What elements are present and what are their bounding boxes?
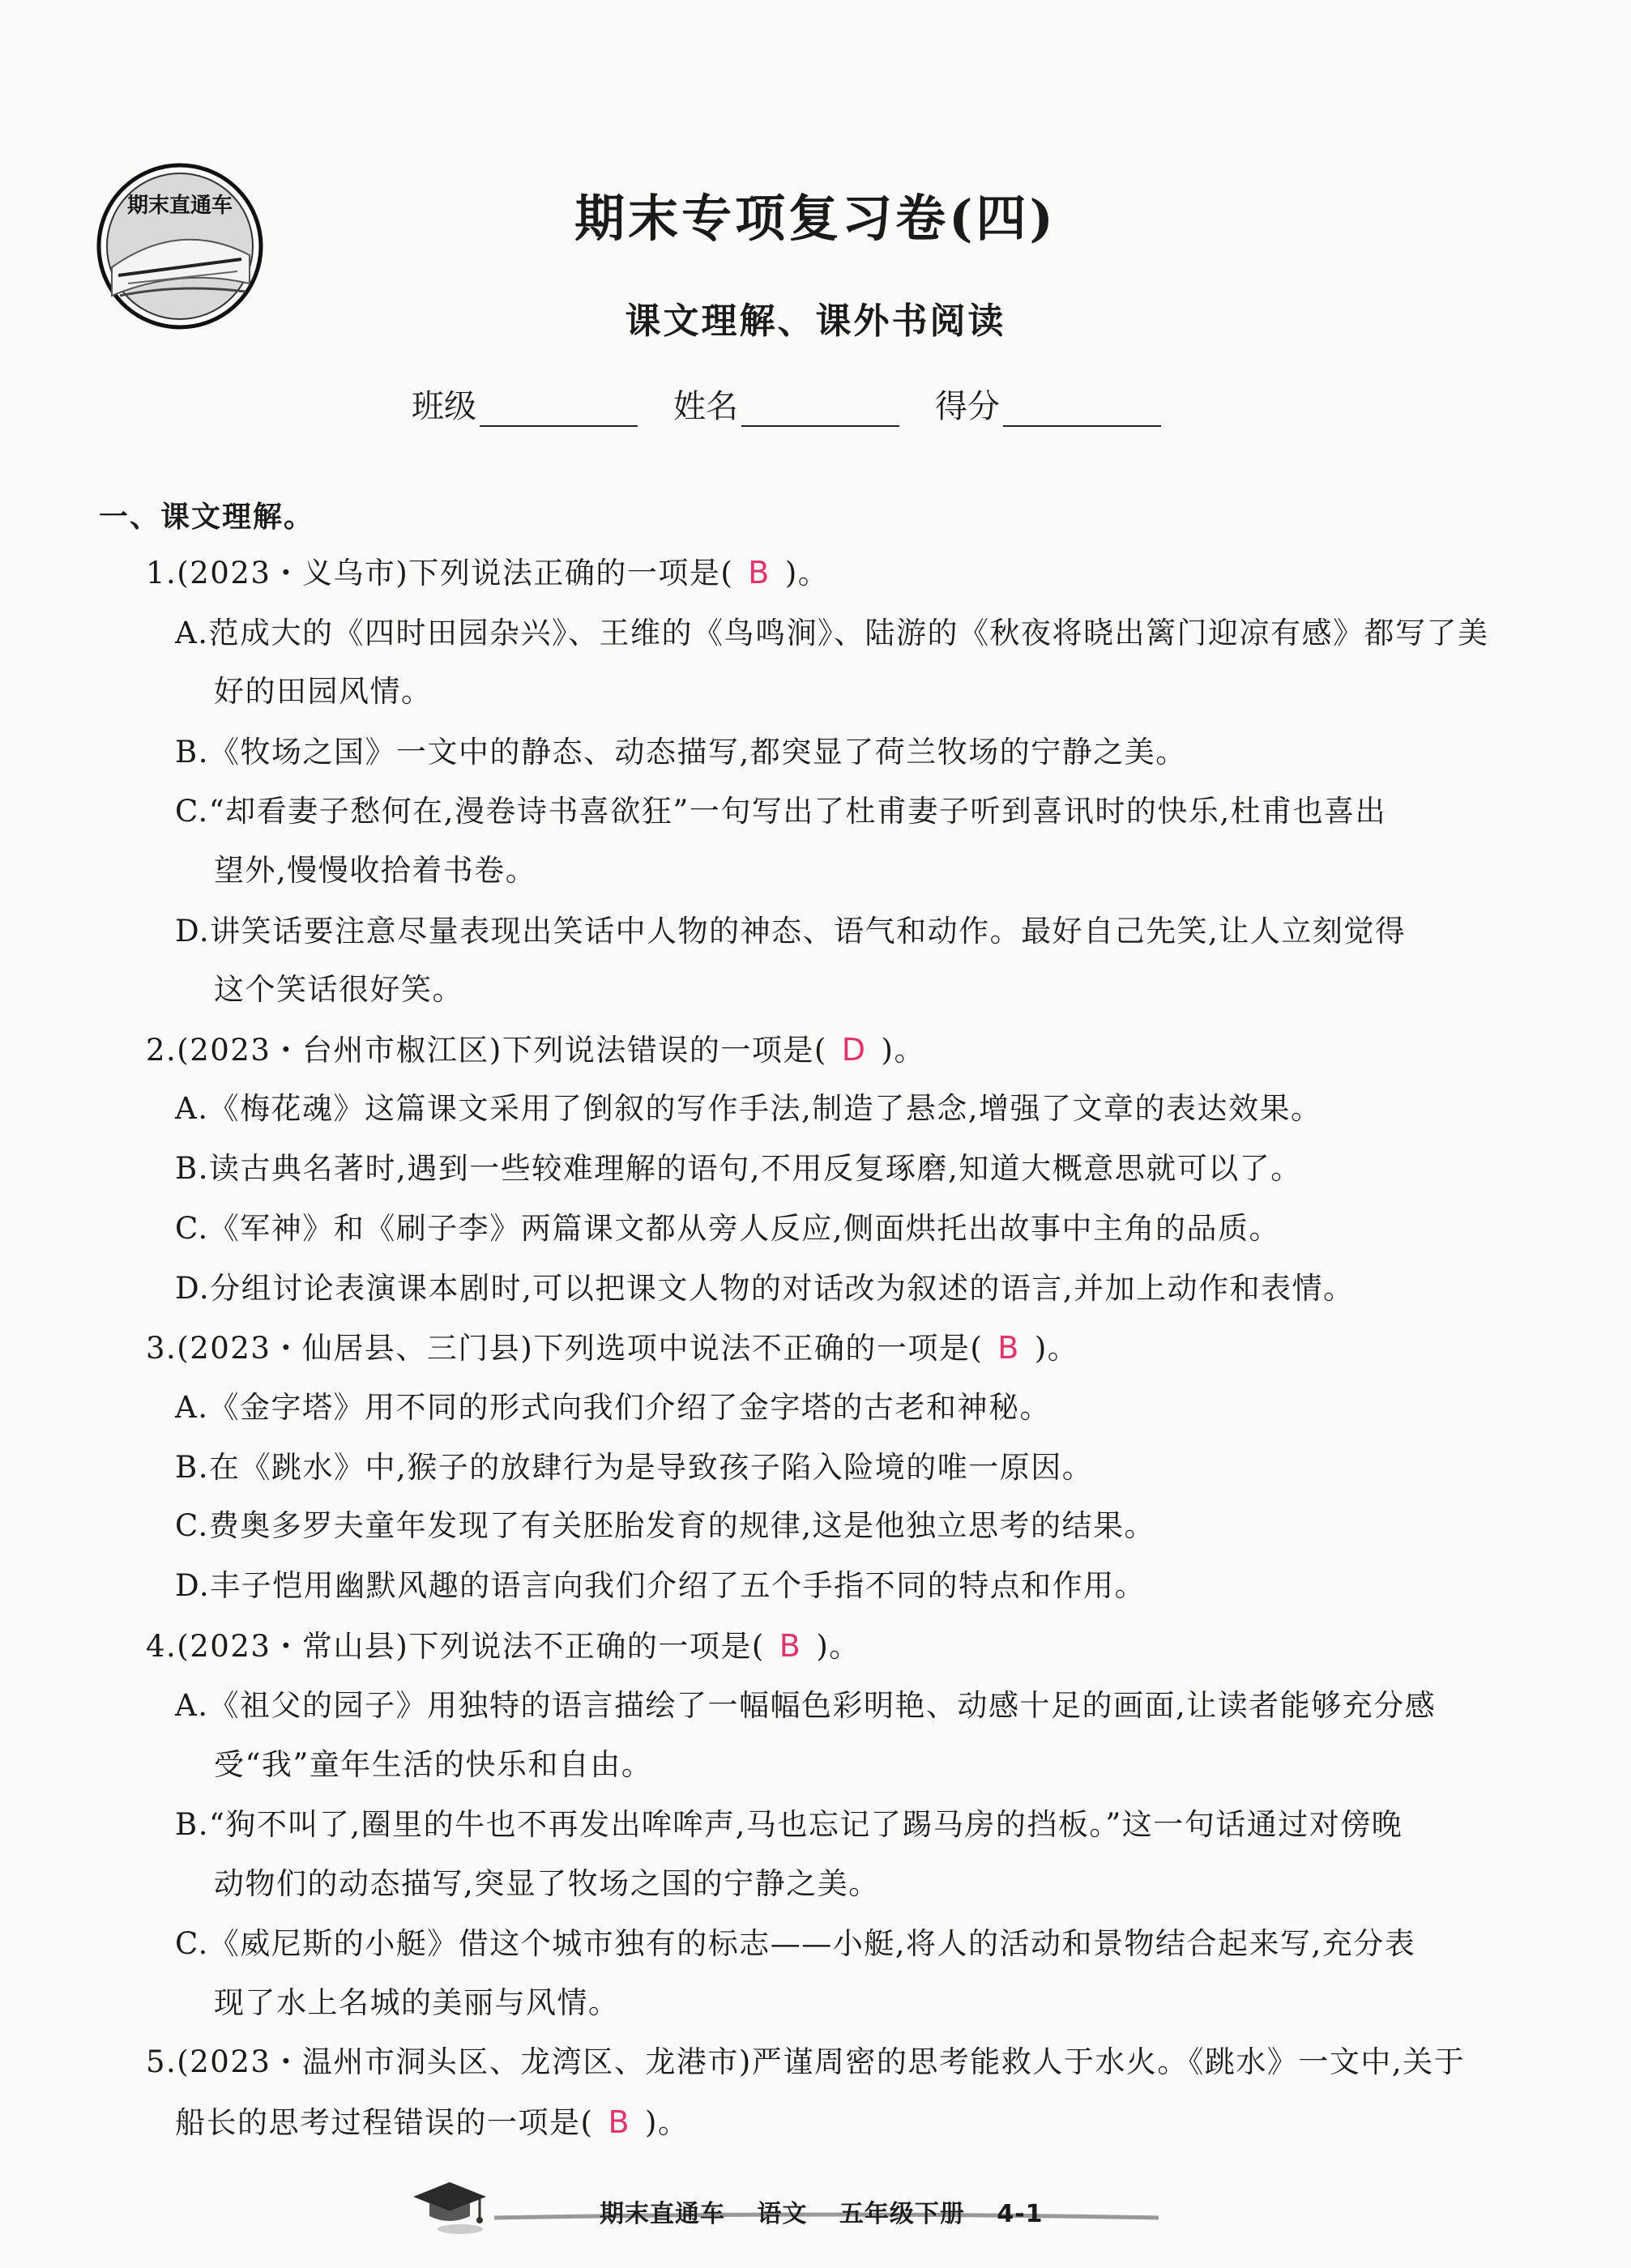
option-continuation: 动物们的动态描写,突显了牧场之国的宁静之美。 (214, 1866, 880, 1901)
page-subtitle: 课文理解、课外书阅读 (625, 301, 1006, 342)
page-footer (0, 2187, 1631, 2236)
option-line: A.《金字塔》用不同的形式向我们介绍了金字塔的古老和神秘。 (175, 1390, 1051, 1425)
score-label: 得分 (935, 388, 1000, 425)
footer-subject: 语文 (757, 2200, 808, 2228)
question-stem: 4.(2023・常山县)下列说法不正确的一项是( B )。 (146, 1628, 860, 1664)
logo-text: 期末直通车 (126, 194, 233, 218)
footer-book: 期末直通车 (600, 2200, 725, 2228)
section-heading: 一、课文理解。 (99, 500, 315, 534)
option-line: A.《祖父的园子》用独特的语言描绘了一幅幅色彩明艳、动感十足的画面,让读者能够充分感 (175, 1688, 1437, 1723)
option-continuation: 好的田园风情。 (214, 674, 433, 709)
name-blank[interactable] (741, 393, 899, 427)
option-line: D.分组讨论表演课本剧时,可以把课文人物的对话改为叙述的语言,并加上动作和表情。 (175, 1271, 1355, 1306)
option-line: A.《梅花魂》这篇课文采用了倒叙的写作手法,制造了悬念,增强了文章的表达效果。 (175, 1091, 1322, 1126)
option-line: D.丰子恺用幽默风趣的语言向我们介绍了五个手指不同的特点和作用。 (175, 1568, 1146, 1603)
footer-page: 4-1 (997, 2200, 1044, 2228)
answer-mark: D (841, 1032, 867, 1068)
question-stem: 3.(2023・仙居县、三门县)下列选项中说法不正确的一项是( B )。 (146, 1330, 1079, 1366)
page-title: 期末专项复习卷(四) (574, 189, 1057, 248)
question-stem: 2.(2023・台州市椒江区)下列说法错误的一项是( D )。 (146, 1032, 925, 1068)
graduation-cap-icon (405, 2177, 494, 2236)
answer-mark: B (997, 1330, 1020, 1366)
option-line: C.费奥多罗夫童年发现了有关胚胎发育的规律,这是他独立思考的结果。 (175, 1508, 1156, 1543)
option-line: B.读古典名著时,遇到一些较难理解的语句,不用反复琢磨,知道大概意思就可以了。 (175, 1151, 1302, 1186)
question-stem: 5.(2023・温州市洞头区、龙湾区、龙港市)严谨周密的思考能救人于水火。《跳水》一文中,关于 (146, 2044, 1466, 2079)
option-line: A.范成大的《四时田园杂兴》、王维的《鸟鸣涧》、陆游的《秋夜将晓出篱门迎凉有感》都写了美 (175, 616, 1489, 650)
option-line: B.“狗不叫了,圈里的牛也不再发出哞哞声,马也忘记了踢马房的挡板。”这一句话通过对傍晚 (175, 1807, 1403, 1842)
student-info-fields (412, 381, 1197, 427)
option-continuation: 现了水上名城的美丽与风情。 (214, 1985, 620, 2020)
answer-mark: B (608, 2104, 631, 2140)
option-continuation: 这个笑话很好笑。 (214, 972, 463, 1007)
option-line: B.在《跳水》中,猴子的放肆行为是导致孩子陷入险境的唯一原因。 (175, 1450, 1094, 1485)
question-stem: 1.(2023・义乌市)下列说法正确的一项是( B )。 (146, 555, 830, 590)
question-stem-continuation: 船长的思考过程错误的一项是( B )。 (175, 2104, 690, 2140)
option-line: C.《威尼斯的小艇》借这个城市独有的标志——小艇,将人的活动和景物结合起来写,充分表 (175, 1926, 1416, 1961)
answer-mark: B (748, 555, 771, 590)
option-line: C.“却看妻子愁何在,漫卷诗书喜欲狂”一句写出了杜甫妻子听到喜讯时的快乐,杜甫也喜出 (175, 794, 1387, 829)
class-field[interactable] (412, 381, 638, 427)
option-line: D.讲笑话要注意尽量表现出笑话中人物的神态、语气和动作。最好自己先笑,让人立刻觉得 (175, 914, 1407, 949)
class-label: 班级 (412, 388, 476, 425)
name-label: 姓名 (673, 388, 738, 425)
footer-text (600, 2193, 1066, 2229)
footer-grade: 五年级下册 (839, 2200, 965, 2228)
score-blank[interactable] (1003, 393, 1161, 427)
score-field[interactable] (935, 381, 1161, 427)
option-line: B.《牧场之国》一文中的静态、动态描写,都突显了荷兰牧场的宁静之美。 (175, 735, 1187, 770)
class-blank[interactable] (480, 393, 638, 427)
name-field[interactable] (673, 381, 899, 427)
option-continuation: 望外,慢慢收拾着书卷。 (214, 853, 537, 888)
answer-mark: B (779, 1628, 802, 1664)
option-line: C.《军神》和《刷子李》两篇课文都从旁人反应,侧面烘托出故事中主角的品质。 (175, 1211, 1281, 1246)
option-continuation: 受“我”童年生活的快乐和自由。 (214, 1747, 653, 1782)
